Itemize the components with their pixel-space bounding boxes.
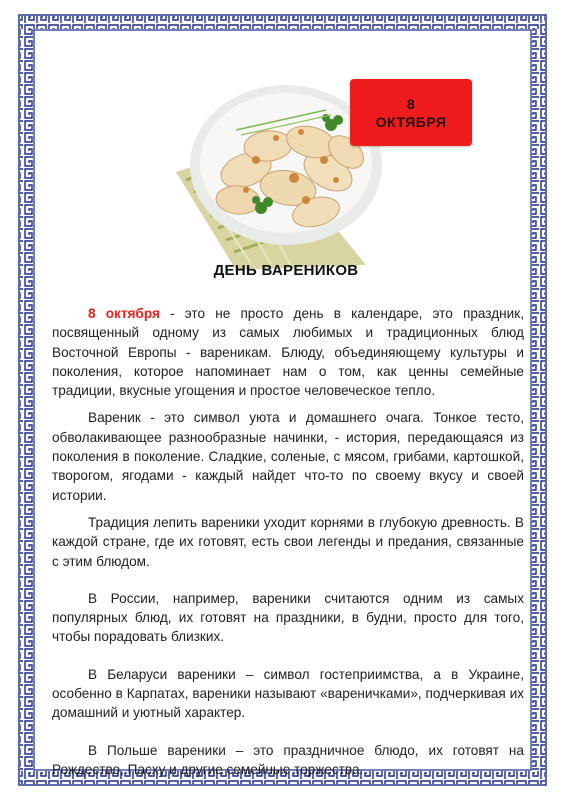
paragraph-1: [52, 304, 524, 400]
paragraph-6: В Польше вареники – это праздничное блюдо, их готовят на Рождество, Пасху и другие семейные торжества.: [52, 742, 524, 777]
page-title: ДЕНЬ ВАРЕНИКОВ: [213, 262, 359, 279]
badge-day: 8: [406, 95, 416, 112]
article-body: [52, 304, 524, 779]
paragraph-2: Вареник - это символ уюта и домашнего очага. Тонкое тесто, обволакивающее разнообразные начинки, - история, передающаяся из поколения в поколение. Сладкие, соленые, с мясом, грибами, картошкой, творогом, ягодами - каждый найдет что-то по своему вкусу и своей истории.: [52, 410, 524, 503]
paragraph-1-text: - это не просто день в календаре, это праздник, посвященный одному из самых любимых и традиционных блюд Восточной Европы - вареникам. Блюду, объединяющему культуры и поколения, которое напоминает нам о том, как ценны семейные традиции, вкусные угощения и простое человеческое тепло.: [52, 306, 524, 399]
badge-month: ОКТЯБРЯ: [375, 113, 447, 130]
paragraph-4: В России, например, вареники считаются одним из самых популярных блюд, их готовят на праздники, в будни, просто для того, чтобы порадовать близких.: [52, 590, 524, 645]
paragraph-3: Традиция лепить вареники уходит корнями в глубокую древность. В каждой стране, где их готовят, есть свои легенды и предания, связанные с этим блюдом.: [52, 514, 524, 569]
paragraph-5: В Беларуси вареники – символ гостеприимства, а в Украине, особенно в Карпатах, вареники называют «вареничками», подчеркивая их домашний и уютный характер.: [52, 666, 524, 721]
date-badge: [350, 79, 472, 146]
date-highlight: 8 октября: [88, 306, 160, 321]
